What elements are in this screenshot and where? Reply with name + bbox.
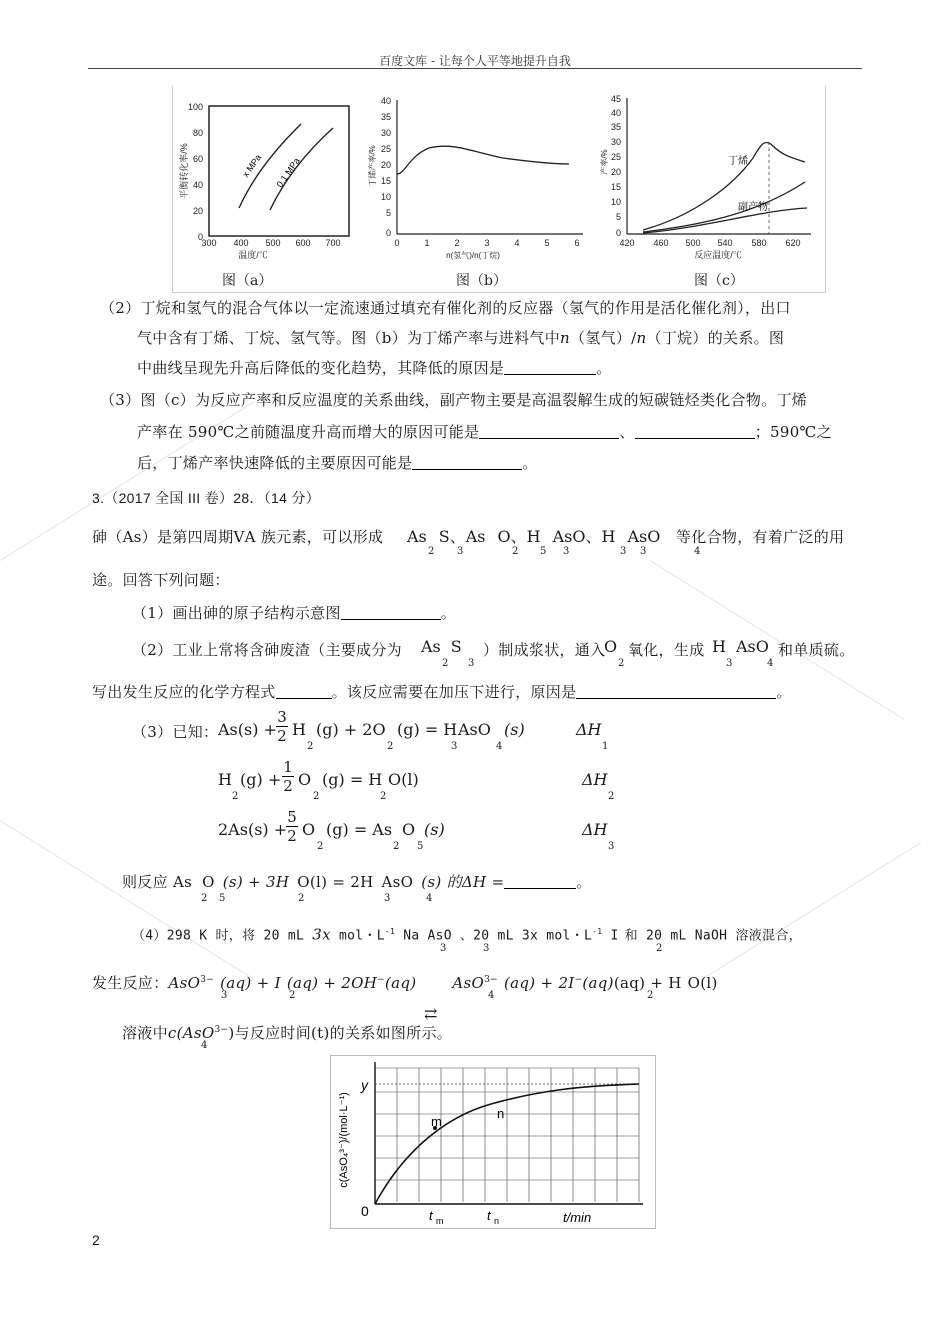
- fig-c-xtick: 580: [751, 238, 767, 248]
- subscript: 2: [380, 791, 387, 802]
- fig-b-xtick: 6: [574, 238, 580, 248]
- eq1-part2: H: [292, 720, 306, 739]
- eq2-part4: (g) = H: [322, 770, 383, 789]
- subscript: 2: [313, 791, 320, 802]
- subscript: 2: [608, 791, 615, 802]
- subscript: 4: [201, 1040, 208, 1051]
- answer-blank[interactable]: [504, 360, 596, 375]
- problem3-title: 3.（2017 全国 III 卷）28．（14 分）: [92, 490, 320, 506]
- eq1-part4: (g) = H: [397, 720, 458, 739]
- fig-a-curve-01: [270, 128, 333, 210]
- subscript: 4: [694, 546, 701, 557]
- q3-line2: 产率在 590℃之前随温度升高而增大的原因可能是 、 ；590℃之: [137, 423, 832, 441]
- fig-b-curve: [397, 146, 569, 174]
- fig-b-xtick: 5: [544, 238, 550, 248]
- subscript: 2: [428, 546, 435, 557]
- q2-line1: （2）丁烷和氢气的混合气体以一定流速通过填充有催化剂的反应器（氢气的作用是活化催化剂），出口: [100, 299, 791, 317]
- formula-As2S3-b: As S: [421, 637, 462, 656]
- answer-blank[interactable]: [341, 605, 441, 620]
- answer-blank[interactable]: [504, 874, 576, 889]
- fig-a-xtick: 700: [325, 238, 341, 248]
- figure-c: [599, 94, 811, 260]
- fig-c-ytick: 40: [610, 108, 621, 118]
- subscript: 1: [602, 741, 609, 752]
- subscript: 5: [417, 841, 424, 852]
- fig-b-ytick: 5: [385, 208, 391, 218]
- fig-c-ytick: 25: [610, 152, 621, 162]
- fig-a-xtick: 400: [233, 238, 249, 248]
- fig-a-curve1-label: x MPa: [240, 152, 264, 180]
- fig-b-ytick: 10: [380, 192, 391, 202]
- fig-c-xtick: 500: [685, 238, 701, 248]
- fig-a-ytick: 40: [192, 180, 203, 190]
- fig-b-xtick: 2: [454, 238, 460, 248]
- subscript: 4: [767, 658, 774, 669]
- subscript: 2: [618, 658, 625, 669]
- fig-c-xtick: 620: [785, 238, 801, 248]
- fig-b-xtick: 3: [484, 238, 490, 248]
- subscript: 3: [468, 658, 475, 669]
- bottom-chart-svg: [331, 1056, 655, 1228]
- tick-tn: t: [487, 1208, 491, 1223]
- fig-c-ytick: 5: [615, 212, 621, 222]
- subscript: 2: [647, 990, 654, 1001]
- subscript: 3: [563, 546, 570, 557]
- subscript: 3: [608, 841, 615, 852]
- fig-a-curve2-label: 0.1 MPa: [274, 155, 302, 190]
- problem3-intro1: 砷（As）是第四周期ⅤA 族元素，可以形成: [92, 528, 384, 546]
- q3-line1: （3）图（c）为反应产率和反应温度的关系曲线，副产物主要是高温裂解生成的短碳链烃类化合物。丁烯: [100, 391, 808, 409]
- eq3-part5: (s): [424, 820, 445, 839]
- solution-line: 溶液中c(AsO$^{3-}$)与反应时间(t)的关系如图所示。: [122, 1024, 453, 1042]
- top-figures: [172, 86, 826, 293]
- eq1-part6: (s): [504, 720, 525, 739]
- fig-b-caption: 图（b）: [456, 273, 507, 289]
- eq1-part1: As(s) +: [218, 720, 277, 739]
- then-line: 则反应 As O (s) + 3H O(l) = 2H AsO (s) 的ΔH = 。: [122, 873, 592, 891]
- subscript: 2: [393, 841, 400, 852]
- q2-line3: 中曲线呈现先升高后降低的变化趋势，其降低的原因是 。: [137, 359, 612, 377]
- fig-a-xlabel: 温度/℃: [238, 250, 268, 260]
- fig-c-ytick: 35: [610, 122, 621, 132]
- point-n-label: n: [497, 1106, 505, 1121]
- fig-b-ylabel: 丁烯产率/%: [368, 145, 377, 187]
- figure-b: [367, 96, 583, 260]
- header-rule: [88, 68, 862, 69]
- watermark-line: [0, 820, 254, 980]
- subscript: 2: [317, 841, 324, 852]
- subscript: 4: [488, 990, 495, 1001]
- eq2-fraction: 1 2: [283, 758, 293, 795]
- problem3-intro2: 途。回答下列问题：: [92, 571, 230, 589]
- answer-blank[interactable]: [479, 424, 619, 439]
- fig-a-ytick: 60: [192, 154, 203, 164]
- eq2-part2: (g) +: [240, 770, 282, 789]
- p2-text: 和单质硫。: [778, 641, 855, 659]
- eq1-fraction: 3 2: [277, 708, 287, 745]
- eq3-part2: O: [302, 820, 316, 839]
- fig-c-ytick: 30: [610, 137, 621, 147]
- subscript: 3: [640, 546, 647, 557]
- reaction-line: 发生反应：AsO$^{3-}$ (aq) + I (aq) + 2OH−(aq) AsO$^{3-}$ (aq) + 2I−(aq)(aq) + H O(l): [92, 974, 718, 992]
- subscript: 2: [232, 791, 239, 802]
- eq3-fraction: 5 2: [287, 808, 297, 845]
- answer-blank[interactable]: [276, 684, 332, 699]
- answer-blank[interactable]: [635, 424, 755, 439]
- point-m-label: m: [431, 1114, 442, 1129]
- fig-b-ytick: 0: [385, 228, 391, 238]
- subscript: 3: [726, 658, 733, 669]
- delta-h3: ΔH: [582, 820, 608, 839]
- subscript: 3: [384, 893, 391, 904]
- subscript: 3: [620, 546, 627, 557]
- fig-b-xtick: 0: [394, 238, 400, 248]
- subscript: 3: [440, 943, 447, 954]
- p2-text: 氧化，生成: [628, 641, 705, 659]
- fig-c-xlabel: 反应温度/℃: [694, 250, 742, 260]
- subscript: 2: [387, 741, 394, 752]
- fig-c-curve-side1: [643, 182, 805, 232]
- eq2-part5: O(l): [388, 770, 419, 789]
- subscript: 3: [483, 943, 490, 954]
- subscript: 2: [512, 546, 519, 557]
- subscript: 2: [298, 893, 305, 904]
- fig-c-ytick: 45: [610, 94, 621, 104]
- fig-a-ytick: 0: [197, 232, 203, 242]
- watermark-line: [700, 842, 921, 981]
- subscript: 3: [451, 741, 458, 752]
- problem3-intro1-end: 等化合物，有着广泛的用: [676, 528, 845, 546]
- fig-a-ylabel: 平衡转化率/%: [179, 143, 189, 199]
- delta-h1: ΔH: [576, 720, 602, 739]
- page-header: 百度文库 - 让每个人平等地提升自我: [379, 54, 571, 68]
- fig-b-ytick: 20: [380, 160, 391, 170]
- fig-c-ytick: 20: [610, 167, 621, 177]
- fig-b-ytick: 40: [380, 96, 391, 106]
- fig-b-ytick: 35: [380, 112, 391, 122]
- chart-ylabel: c(AsO₄³⁻)/(mol·L⁻¹): [338, 1092, 350, 1188]
- fig-c-label-butene: 丁烯: [728, 156, 748, 167]
- eq2-part3: O: [298, 770, 312, 789]
- subscript: 2: [307, 741, 314, 752]
- subscript: 3: [221, 990, 228, 1001]
- fig-a-ytick: 100: [187, 102, 203, 112]
- subscript: 4: [426, 893, 433, 904]
- tick-tm-sub: m: [436, 1216, 444, 1226]
- fig-a-ytick: 80: [192, 128, 203, 138]
- delta-h2: ΔH: [582, 770, 608, 789]
- subscript: 5: [540, 546, 547, 557]
- tick-tn-sub: n: [494, 1216, 500, 1226]
- subscript: 5: [219, 893, 226, 904]
- fig-b-ytick: 15: [380, 176, 391, 186]
- p1: （1）画出砷的原子结构示意图 。: [132, 604, 457, 622]
- tick-tm: t: [429, 1208, 433, 1223]
- fig-c-ytick: 0: [615, 228, 621, 238]
- p2-line1: （2）工业上常将含砷废渣（主要成分为: [132, 641, 402, 659]
- subscript: 2: [201, 893, 208, 904]
- formula-As2S3: As S、As O、H AsO、H AsO: [407, 527, 661, 546]
- eq1-part3: (g) + 2O: [316, 720, 386, 739]
- y-mark: y: [361, 1077, 368, 1093]
- fig-c-ytick: 10: [610, 197, 621, 207]
- figure-a: [178, 102, 349, 260]
- fig-c-xtick: 460: [653, 238, 669, 248]
- fig-a-caption: 图（a）: [222, 273, 273, 289]
- fig-c-xtick: 540: [717, 238, 733, 248]
- fig-a-xtick: 600: [295, 238, 311, 248]
- fig-b-xtick: 1: [424, 238, 430, 248]
- subscript: 4: [496, 741, 503, 752]
- fig-b-xtick: 4: [514, 238, 520, 248]
- p2-text: ）制成浆状，通入: [483, 641, 606, 659]
- fig-c-xtick: 420: [619, 238, 635, 248]
- q2-line2: 气中含有丁烯、丁烷、氢气等。图（b）为丁烯产率与进料气中n（氢气）/n（丁烷）的关系。图: [137, 329, 785, 347]
- fig-c-caption: 图（c）: [694, 273, 744, 289]
- p3-label: （3）已知：: [132, 723, 219, 741]
- answer-blank[interactable]: [576, 684, 776, 699]
- fig-a-xtick: 300: [201, 238, 217, 248]
- formula-O2: O: [604, 637, 618, 656]
- eq3-part3: (g) = As: [326, 820, 393, 839]
- eq1-part5: AsO: [458, 720, 491, 739]
- bottom-chart: [330, 1055, 656, 1229]
- subscript: 3: [457, 546, 464, 557]
- p4-line1: （4）298 K 时，将 20 mL 3x mol・$L^{-1}$ Na AsO 、20 mL 3x mol・$L^{-1}$ I 和 20 mL NaOH 溶液混合，: [132, 925, 802, 944]
- chart-origin: 0: [361, 1203, 369, 1219]
- fig-b-xlabel: n(氢气)/n(丁烷): [446, 251, 500, 260]
- p2-line2: 写出发生反应的化学方程式 。该反应需要在加压下进行，原因是 。: [92, 683, 792, 701]
- page-number: 2: [92, 1232, 100, 1248]
- fig-a-ytick: 20: [192, 206, 203, 216]
- eq2-part1: H: [218, 770, 232, 789]
- fig-b-ytick: 30: [380, 128, 391, 138]
- subscript: 2: [656, 943, 663, 954]
- figures-svg: [173, 86, 825, 292]
- formula-H3AsO4: H AsO: [712, 637, 769, 656]
- fig-c-ylabel: 产率/%: [600, 149, 609, 175]
- subscript: 2: [289, 990, 296, 1001]
- answer-blank[interactable]: [412, 455, 522, 470]
- subscript: 2: [442, 658, 449, 669]
- fig-a-xtick: 500: [265, 238, 281, 248]
- eq3-part4: O: [402, 820, 416, 839]
- equilibrium-arrow-icon: ⇄: [424, 1004, 438, 1023]
- q3-line3: 后，丁烯产率快速降低的主要原因可能是 。: [137, 454, 538, 472]
- fig-c-label-side: 副产物: [738, 202, 768, 213]
- chart-grid: [375, 1068, 639, 1202]
- chart-xlabel: t/min: [563, 1210, 592, 1225]
- eq3-part1: 2As(s) +: [218, 820, 288, 839]
- fig-c-ytick: 15: [610, 182, 621, 192]
- fig-b-ytick: 25: [380, 144, 391, 154]
